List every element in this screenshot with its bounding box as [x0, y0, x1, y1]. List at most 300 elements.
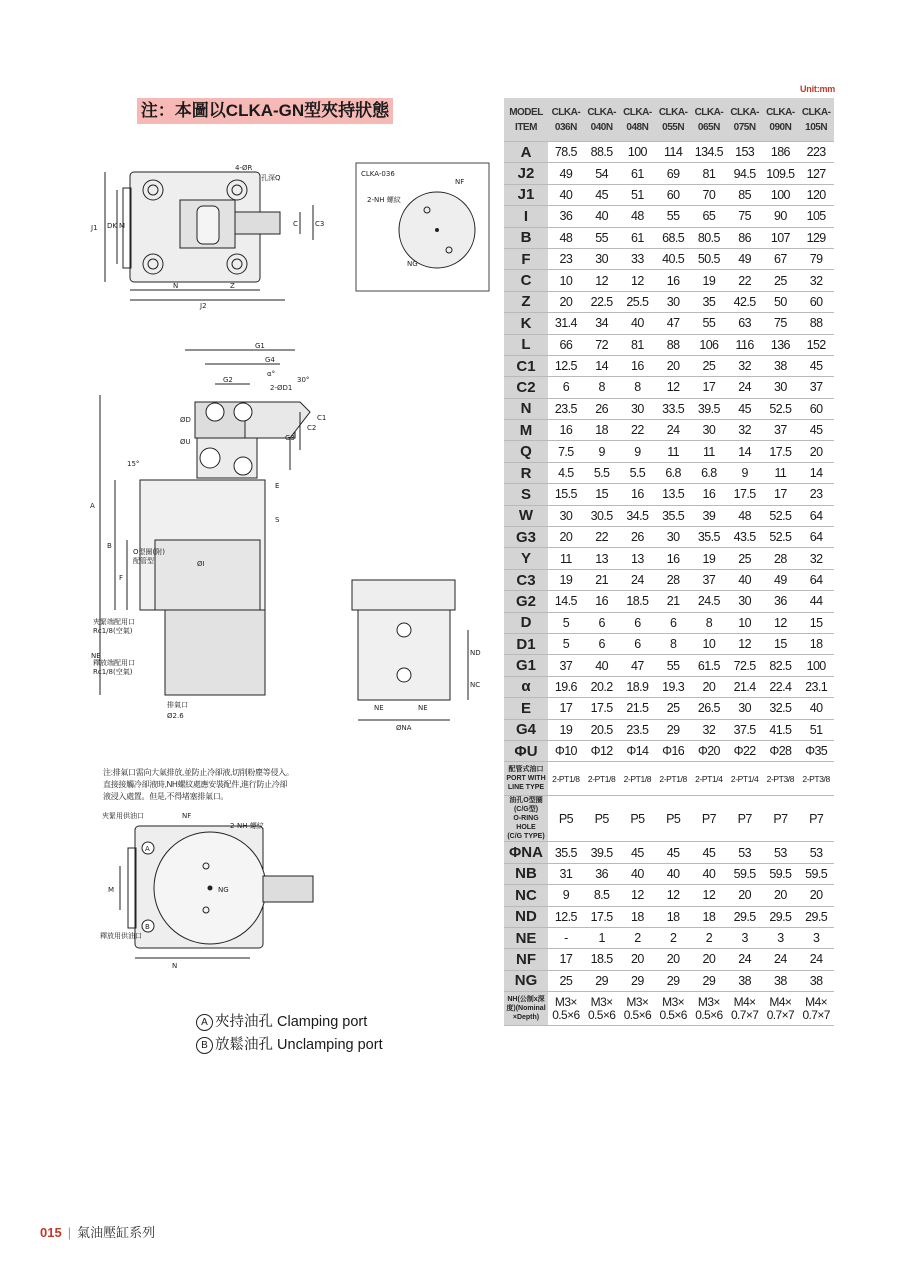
table-cell: 105 [798, 206, 834, 227]
table-cell: 75 [727, 206, 763, 227]
inset-drawing [355, 162, 490, 292]
table-cell: 20 [691, 676, 727, 697]
table-row [504, 527, 834, 548]
table-cell: 37 [548, 655, 584, 676]
table-cell: 19 [691, 548, 727, 569]
row-item-label: S [504, 484, 548, 505]
header-model-4: CLKA- 065N [691, 98, 727, 142]
table-cell: 31 [548, 863, 584, 884]
table-cell: 14 [727, 441, 763, 462]
row-item-label: K [504, 313, 548, 334]
table-cell: 25.5 [620, 291, 656, 312]
legend-clamping [196, 1010, 367, 1031]
table-cell: 61.5 [691, 655, 727, 676]
table-cell: 29 [655, 970, 691, 991]
row-item-label: E [504, 698, 548, 719]
table-row [504, 270, 834, 291]
table-cell: 79 [798, 248, 834, 269]
table-cell: 52.5 [763, 527, 799, 548]
footer [40, 1222, 155, 1241]
table-cell: 16 [548, 420, 584, 441]
table-cell: 43.5 [727, 527, 763, 548]
table-cell: 63 [727, 313, 763, 334]
table-cell: 54 [584, 163, 620, 184]
table-row [504, 698, 834, 719]
table-cell: 11 [763, 462, 799, 483]
table-row [504, 377, 834, 398]
label-bottom-n: N [172, 962, 178, 970]
table-cell: Φ14 [620, 740, 656, 761]
label-c3: C3 [315, 220, 325, 228]
table-cell: 17 [763, 484, 799, 505]
table-cell: 134.5 [691, 142, 727, 163]
row-item-label: F [504, 248, 548, 269]
table-cell: 94.5 [727, 163, 763, 184]
table-cell: 17.5 [763, 441, 799, 462]
table-row [504, 163, 834, 184]
table-cell: P5 [548, 796, 584, 842]
table-cell: 3 [763, 927, 799, 948]
table-cell: 40 [548, 184, 584, 205]
table-row [504, 248, 834, 269]
label-z: Z [230, 282, 235, 290]
table-cell: 18 [691, 906, 727, 927]
table-cell: 24 [655, 420, 691, 441]
row-item-label: W [504, 505, 548, 526]
label-vent: 排氣口 [167, 701, 188, 709]
table-cell: 88 [798, 313, 834, 334]
label-na: ØNA [396, 724, 412, 732]
table-row [504, 885, 834, 906]
page-number: 015 [40, 1225, 62, 1240]
table-cell: 8.5 [584, 885, 620, 906]
table-cell: 90 [763, 206, 799, 227]
table-cell: M3× 0.5×6 [584, 992, 620, 1026]
table-cell: 24.5 [691, 591, 727, 612]
table-cell: 23 [548, 248, 584, 269]
table-cell: 20 [655, 355, 691, 376]
table-cell: 32.5 [763, 698, 799, 719]
table-cell: 14.5 [548, 591, 584, 612]
row-item-label: 配管式油口 PORT WITH LINE TYPE [504, 762, 548, 796]
table-cell: 59.5 [763, 863, 799, 884]
table-cell: 53 [798, 842, 834, 863]
table-cell: 8 [655, 633, 691, 654]
exhaust-note-line-2: 直接接觸冷卻液時,NH螺紋處應安裝配件,進行防止冷卻 [103, 780, 288, 789]
table-cell: 39.5 [584, 842, 620, 863]
table-row [504, 462, 834, 483]
table-cell: 29.5 [798, 906, 834, 927]
table-cell: 37 [798, 377, 834, 398]
table-cell: 52.5 [763, 505, 799, 526]
table-cell: 55 [655, 206, 691, 227]
label-c2: C2 [307, 424, 317, 432]
row-item-label: NB [504, 863, 548, 884]
label-g4: G4 [265, 356, 275, 364]
legend-unclamping [196, 1033, 383, 1054]
table-cell: 22.4 [763, 676, 799, 697]
table-cell: 12.5 [548, 355, 584, 376]
table-cell: 29 [691, 970, 727, 991]
table-cell: 153 [727, 142, 763, 163]
table-cell: 37 [763, 420, 799, 441]
table-cell: 20.2 [584, 676, 620, 697]
table-cell: 18.5 [620, 591, 656, 612]
table-cell: 16 [655, 548, 691, 569]
table-cell: 15 [763, 633, 799, 654]
table-cell: 40 [727, 569, 763, 590]
table-cell: 30 [727, 591, 763, 612]
row-item-label: ND [504, 906, 548, 927]
table-cell: 17.5 [727, 484, 763, 505]
table-cell: 11 [655, 441, 691, 462]
table-cell: 2-PT1/8 [584, 762, 620, 796]
label-15: 15° [127, 460, 140, 468]
table-cell: M4× 0.7×7 [798, 992, 834, 1026]
label-release-port: 釋放端配用口 [93, 659, 135, 667]
table-cell: 48 [548, 227, 584, 248]
table-cell: 19 [548, 719, 584, 740]
row-item-label: Z [504, 291, 548, 312]
row-item-label: ΦNA [504, 842, 548, 863]
table-cell: - [548, 927, 584, 948]
table-cell: 20 [763, 885, 799, 906]
table-cell: 13.5 [655, 484, 691, 505]
label-e: E [275, 482, 280, 490]
table-row [504, 441, 834, 462]
table-cell: 10 [727, 612, 763, 633]
table-cell: 22.5 [584, 291, 620, 312]
table-cell: 114 [655, 142, 691, 163]
table-cell: 40 [620, 863, 656, 884]
table-cell: 17 [548, 698, 584, 719]
table-cell: 29.5 [763, 906, 799, 927]
row-item-label: A [504, 142, 548, 163]
table-cell: 59.5 [798, 863, 834, 884]
table-cell: 12 [655, 885, 691, 906]
table-cell: 33.5 [655, 398, 691, 419]
header-model-0: CLKA- 036N [548, 98, 584, 142]
label-c1: C1 [317, 414, 327, 422]
label-4r: 4-ØR [235, 164, 253, 172]
table-cell: 16 [655, 270, 691, 291]
table-cell: 136 [763, 334, 799, 355]
table-cell: 12 [620, 885, 656, 906]
table-row [504, 591, 834, 612]
table-cell: 45 [584, 184, 620, 205]
table-cell: 30 [655, 291, 691, 312]
table-cell: M3× 0.5×6 [655, 992, 691, 1026]
row-item-label: NF [504, 949, 548, 970]
exhaust-note-line-3: 液浸入處置。但是,不得堵塞排氣口。 [103, 792, 229, 801]
table-cell: 11 [548, 548, 584, 569]
table-cell: 8 [584, 377, 620, 398]
table-cell: 2-PT3/8 [798, 762, 834, 796]
table-row [504, 291, 834, 312]
table-cell: 45 [655, 842, 691, 863]
table-cell: P5 [655, 796, 691, 842]
table-cell: 47 [620, 655, 656, 676]
table-cell: Φ12 [584, 740, 620, 761]
table-cell: 24 [763, 949, 799, 970]
table-cell: 20 [691, 949, 727, 970]
table-cell: 26 [584, 398, 620, 419]
table-row [504, 842, 834, 863]
table-cell: 67 [763, 248, 799, 269]
table-cell: 53 [727, 842, 763, 863]
table-cell: 2-PT1/8 [620, 762, 656, 796]
table-cell: 120 [798, 184, 834, 205]
label-bottom-nf: NF [182, 812, 192, 820]
table-cell: 8 [691, 612, 727, 633]
table-cell: 36 [584, 863, 620, 884]
table-cell: 30 [763, 377, 799, 398]
table-cell: Φ20 [691, 740, 727, 761]
label-ne2: NE [418, 704, 428, 712]
table-cell: 8 [620, 377, 656, 398]
table-cell: 2-PT1/8 [548, 762, 584, 796]
table-cell: 6 [620, 612, 656, 633]
table-cell: 6.8 [691, 462, 727, 483]
table-cell: 24 [727, 377, 763, 398]
label-clamp-port: 夾緊端配用口 [93, 618, 135, 626]
table-row [504, 927, 834, 948]
row-item-label: NH(公制x深 度)(Nominal ×Depth) [504, 992, 548, 1026]
table-cell: 49 [727, 248, 763, 269]
table-cell: 31.4 [548, 313, 584, 334]
table-cell: 17.5 [584, 906, 620, 927]
table-cell: 52.5 [763, 398, 799, 419]
table-cell: 17.5 [584, 698, 620, 719]
table-cell: 10 [691, 633, 727, 654]
table-cell: 65 [691, 206, 727, 227]
row-item-label: G3 [504, 527, 548, 548]
table-cell: 18.9 [620, 676, 656, 697]
table-cell: 18 [620, 906, 656, 927]
header-model-5: CLKA- 075N [727, 98, 763, 142]
label-nc: NC [470, 681, 481, 689]
table-cell: 9 [584, 441, 620, 462]
row-item-label: G1 [504, 655, 548, 676]
table-cell: 20 [798, 885, 834, 906]
table-cell: Φ16 [655, 740, 691, 761]
table-row [504, 740, 834, 761]
table-cell: 2 [655, 927, 691, 948]
table-row [504, 398, 834, 419]
table-cell: 72 [584, 334, 620, 355]
table-cell: 12.5 [548, 906, 584, 927]
table-cell: 41.5 [763, 719, 799, 740]
table-cell: 68.5 [655, 227, 691, 248]
table-cell: 20 [548, 527, 584, 548]
table-cell: 24 [727, 949, 763, 970]
table-cell: 60 [798, 291, 834, 312]
row-item-label: NE [504, 927, 548, 948]
table-cell: 7.5 [548, 441, 584, 462]
table-cell: 30 [548, 505, 584, 526]
table-cell: 38 [798, 970, 834, 991]
header-model-6: CLKA- 090N [763, 98, 799, 142]
table-cell: 106 [691, 334, 727, 355]
table-cell: 16 [620, 355, 656, 376]
table-cell: 29 [620, 970, 656, 991]
table-cell: 129 [798, 227, 834, 248]
table-cell: 14 [584, 355, 620, 376]
table-cell: 20 [620, 949, 656, 970]
table-cell: 186 [763, 142, 799, 163]
table-row [504, 863, 834, 884]
label-vent-size: Ø2.6 [167, 712, 184, 720]
table-cell: 15 [584, 484, 620, 505]
table-cell: 40 [584, 655, 620, 676]
table-cell: 39 [691, 505, 727, 526]
label-q: 孔深Q [261, 174, 281, 182]
header-model-item: MODEL ITEM [504, 98, 548, 142]
table-cell: 45 [798, 420, 834, 441]
table-cell: P5 [620, 796, 656, 842]
label-oring2: 配管型 [133, 557, 154, 565]
table-cell: 29 [655, 719, 691, 740]
table-cell: Φ35 [798, 740, 834, 761]
top-view-drawing [85, 160, 330, 310]
table-cell: 61 [620, 163, 656, 184]
table-cell: 60 [798, 398, 834, 419]
table-cell: M3× 0.5×6 [691, 992, 727, 1026]
table-cell: 20 [727, 885, 763, 906]
table-cell: 40 [691, 863, 727, 884]
table-cell: 2-PT1/4 [691, 762, 727, 796]
table-cell: 38 [727, 970, 763, 991]
label-i: ØI [197, 560, 205, 568]
label-clamp-rc: Rc1/8(空氣) [93, 627, 133, 635]
label-s: S [275, 516, 280, 524]
table-cell: 40 [798, 698, 834, 719]
legend-mark-a: A [196, 1014, 213, 1031]
table-cell: 18 [798, 633, 834, 654]
inset-title: CLKA-036 [361, 170, 395, 178]
table-cell: 12 [763, 612, 799, 633]
label-dk: DK [107, 222, 117, 230]
row-item-label: C2 [504, 377, 548, 398]
table-cell: 70 [691, 184, 727, 205]
table-cell: 48 [727, 505, 763, 526]
table-cell: 18 [655, 906, 691, 927]
table-cell: 82.5 [763, 655, 799, 676]
table-cell: 17 [548, 949, 584, 970]
table-cell: 30 [691, 420, 727, 441]
table-cell: 30 [584, 248, 620, 269]
table-cell: 32 [798, 270, 834, 291]
table-cell: 30 [655, 527, 691, 548]
table-cell: 51 [798, 719, 834, 740]
table-cell: 86 [727, 227, 763, 248]
table-cell: 109.5 [763, 163, 799, 184]
table-cell: M3× 0.5×6 [548, 992, 584, 1026]
row-item-label: C1 [504, 355, 548, 376]
table-cell: 4.5 [548, 462, 584, 483]
table-cell: 16 [584, 591, 620, 612]
table-cell: 12 [727, 633, 763, 654]
table-cell: 100 [620, 142, 656, 163]
front-view-drawing [350, 575, 490, 735]
table-cell: 30 [727, 698, 763, 719]
bottom-view-drawing [100, 808, 330, 973]
table-cell: 20 [655, 949, 691, 970]
row-item-label: G2 [504, 591, 548, 612]
table-cell: 40 [584, 206, 620, 227]
label-g2: G2 [223, 376, 233, 384]
table-cell: 22 [727, 270, 763, 291]
table-row [504, 142, 834, 163]
table-cell: 15.5 [548, 484, 584, 505]
table-row [504, 313, 834, 334]
table-cell: 29.5 [727, 906, 763, 927]
table-cell: 36 [763, 591, 799, 612]
table-cell: 33 [620, 248, 656, 269]
table-cell: 45 [727, 398, 763, 419]
table-cell: P7 [691, 796, 727, 842]
table-cell: 85 [727, 184, 763, 205]
table-cell: 50 [763, 291, 799, 312]
table-row [504, 334, 834, 355]
table-cell: 55 [691, 313, 727, 334]
unit-label: Unit:mm [800, 84, 836, 94]
table-cell: 49 [548, 163, 584, 184]
spec-table [504, 98, 834, 1026]
table-cell: 45 [798, 355, 834, 376]
table-cell: 127 [798, 163, 834, 184]
table-cell: 49 [763, 569, 799, 590]
table-cell: 37.5 [727, 719, 763, 740]
table-cell: 9 [548, 885, 584, 906]
table-row [504, 906, 834, 927]
table-cell: 152 [798, 334, 834, 355]
inset-nh: 2-NH 螺紋 [367, 196, 401, 204]
table-cell: 36 [548, 206, 584, 227]
label-c: C [293, 220, 298, 228]
table-cell: 223 [798, 142, 834, 163]
table-cell: 50.5 [691, 248, 727, 269]
header-model-7: CLKA- 105N [798, 98, 834, 142]
table-cell: 23 [798, 484, 834, 505]
table-cell: 100 [798, 655, 834, 676]
table-cell: 23.5 [620, 719, 656, 740]
table-cell: 44 [798, 591, 834, 612]
table-cell: 30 [620, 398, 656, 419]
row-item-label: M [504, 420, 548, 441]
table-cell: 75 [763, 313, 799, 334]
label-bottom-release: 釋放用供油口 [100, 932, 142, 940]
table-row [504, 719, 834, 740]
table-cell: 32 [727, 355, 763, 376]
row-item-label: Y [504, 548, 548, 569]
table-cell: 9 [727, 462, 763, 483]
exhaust-note [103, 767, 303, 803]
table-row [504, 548, 834, 569]
table-cell: 45 [620, 842, 656, 863]
table-cell: 59.5 [727, 863, 763, 884]
table-cell: 24 [798, 949, 834, 970]
table-cell: P7 [763, 796, 799, 842]
table-cell: 10 [548, 270, 584, 291]
table-cell: P7 [798, 796, 834, 842]
row-item-label: 油孔O型圈 (C/G型) O-RING HOLE (C/G TYPE) [504, 796, 548, 842]
table-row [504, 655, 834, 676]
table-cell: 48 [620, 206, 656, 227]
table-cell: 47 [655, 313, 691, 334]
table-cell: P7 [727, 796, 763, 842]
label-g3: G3 [285, 434, 295, 442]
